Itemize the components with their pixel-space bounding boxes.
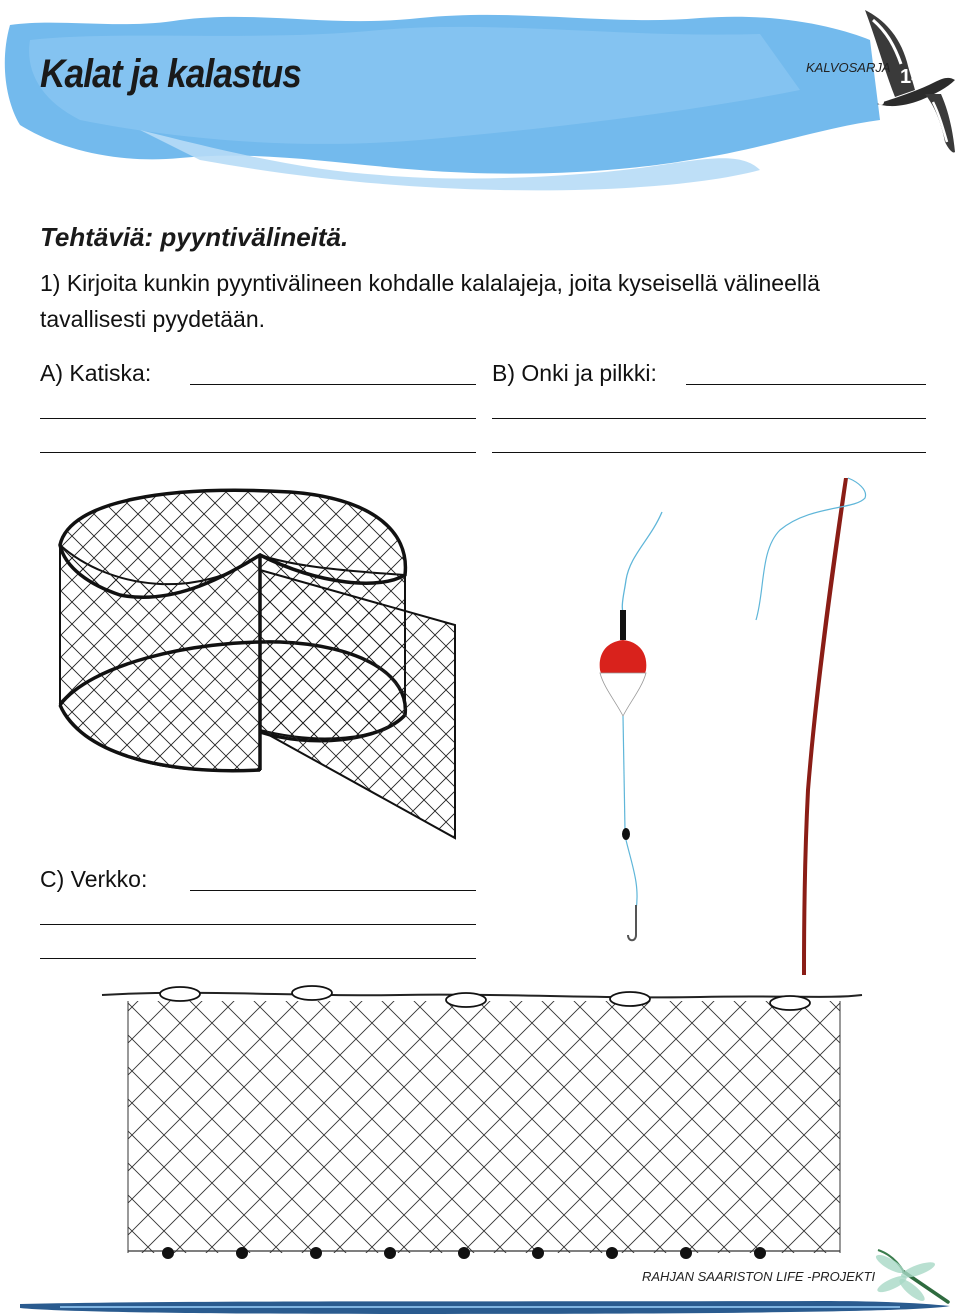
label-katiska: A) Katiska: xyxy=(40,360,152,386)
header-banner xyxy=(0,0,960,200)
instruction-line-2: tavallisesti pyydetään. xyxy=(40,306,266,332)
label-onki-ja-pilkki: B) Onki ja pilkki: xyxy=(492,360,657,386)
footer-text: RAHJAN SAARISTON LIFE -PROJEKTI xyxy=(642,1269,876,1284)
answer-line-b-2[interactable] xyxy=(492,418,926,419)
instruction-line-1: 1) Kirjoita kunkin pyyntivälineen kohdalle kalalajeja, joita kyseisellä välineellä xyxy=(40,270,820,296)
series-label: KALVOSARJA xyxy=(806,60,891,75)
page-number: 14 xyxy=(900,66,923,88)
fish-trap-icon xyxy=(50,470,470,850)
answer-line-c-2[interactable] xyxy=(40,924,476,925)
page-title: Kalat ja kalastus xyxy=(40,52,301,96)
footer-stripe xyxy=(0,1298,960,1316)
answer-line-b-3[interactable] xyxy=(492,452,926,453)
answer-line-c-3[interactable] xyxy=(40,958,476,959)
label-verkko: C) Verkko: xyxy=(40,866,148,892)
answer-line-c-1[interactable] xyxy=(190,890,476,891)
gill-net-icon xyxy=(100,975,870,1265)
task-subtitle: Tehtäviä: pyyntivälineitä. xyxy=(40,222,349,252)
fishing-float-and-rod-icon xyxy=(590,470,880,980)
answer-line-a-1[interactable] xyxy=(190,384,476,385)
answer-line-a-3[interactable] xyxy=(40,452,476,453)
answer-line-b-1[interactable] xyxy=(686,384,926,385)
answer-line-a-2[interactable] xyxy=(40,418,476,419)
